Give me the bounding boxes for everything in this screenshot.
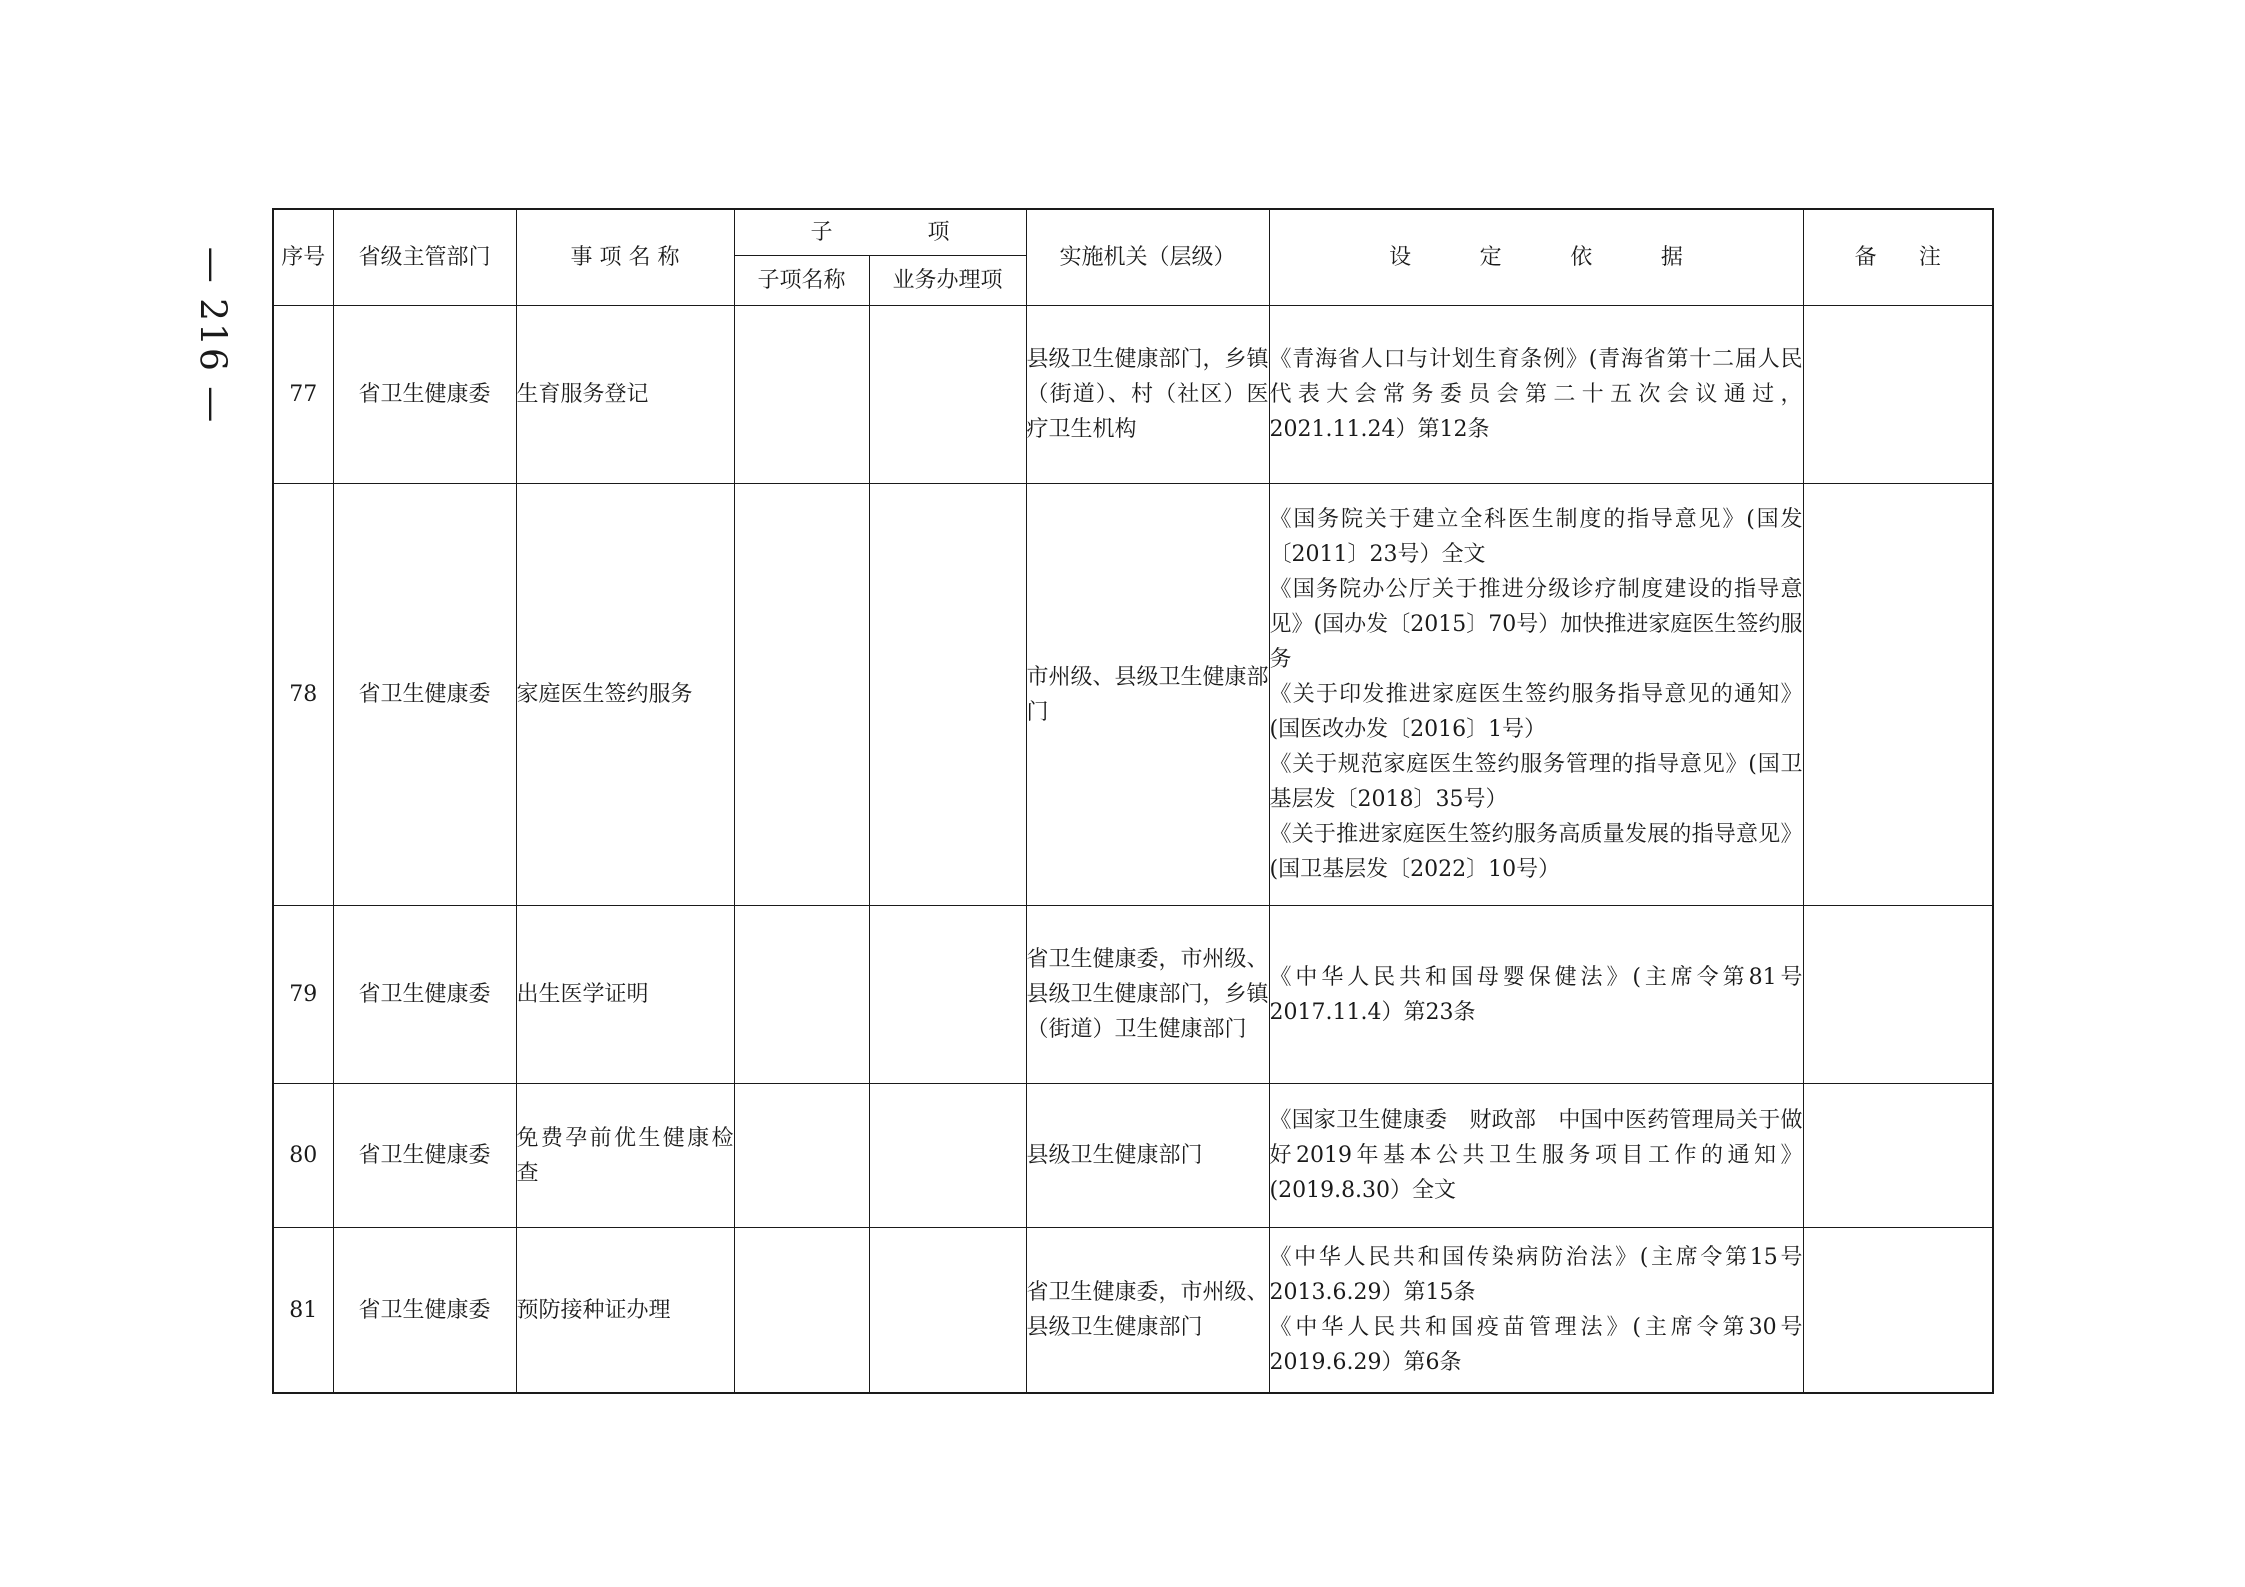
row-remarks xyxy=(1803,906,1993,1084)
page-number-text: — 216 — xyxy=(191,246,233,424)
row-sub-business xyxy=(869,1084,1026,1228)
row-sub-name xyxy=(734,906,869,1084)
row-dept: 省卫生健康委 xyxy=(333,306,516,484)
basis-line: 《中华人民共和国疫苗管理法》(主席令第30号2019.6.29）第6条 xyxy=(1269,1315,1803,1375)
row-agency: 省卫生健康委，市州级、县级卫生健康部门，乡镇（街道）卫生健康部门 xyxy=(1026,906,1269,1084)
row-seq: 81 xyxy=(273,1228,333,1394)
header-dept: 省级主管部门 xyxy=(333,209,516,306)
table-row xyxy=(273,1228,1993,1394)
row-item-name: 家庭医生签约服务 xyxy=(516,484,734,906)
row-item-name: 预防接种证办理 xyxy=(516,1228,734,1394)
row-seq: 80 xyxy=(273,1084,333,1228)
row-dept: 省卫生健康委 xyxy=(333,906,516,1084)
row-sub-name xyxy=(734,1084,869,1228)
row-remarks xyxy=(1803,306,1993,484)
row-remarks xyxy=(1803,1228,1993,1394)
row-agency: 市州级、县级卫生健康部门 xyxy=(1026,484,1269,906)
table-row xyxy=(273,1084,1993,1228)
header-item-name: 事 项 名 称 xyxy=(516,209,734,306)
row-dept: 省卫生健康委 xyxy=(333,1228,516,1394)
header-remarks: 备 注 xyxy=(1803,209,1993,306)
row-sub-business xyxy=(869,906,1026,1084)
row-basis xyxy=(1269,306,1803,484)
basis-line: 《关于推进家庭医生签约服务高质量发展的指导意见》(国卫基层发〔2022〕10号） xyxy=(1269,822,1803,882)
basis-line: 《青海省人口与计划生育条例》(青海省第十二届人民代表大会常务委员会第二十五次会议通过，2021.11.24）第12条 xyxy=(1269,347,1803,442)
row-sub-business xyxy=(869,484,1026,906)
row-basis xyxy=(1269,484,1803,906)
basis-line: 《中华人民共和国母婴保健法》(主席令第81号2017.11.4）第23条 xyxy=(1269,964,1803,1025)
header-row-1 xyxy=(273,209,1993,256)
row-basis xyxy=(1269,1084,1803,1228)
table-row xyxy=(273,906,1993,1084)
row-dept: 省卫生健康委 xyxy=(333,1084,516,1228)
row-item-name: 生育服务登记 xyxy=(516,306,734,484)
row-sub-name xyxy=(734,484,869,906)
row-item-name: 免费孕前优生健康检查 xyxy=(516,1084,734,1228)
row-remarks xyxy=(1803,1084,1993,1228)
header-sub-group: 子 项 xyxy=(734,209,1026,256)
table-row xyxy=(273,306,1993,484)
basis-line: 《关于印发推进家庭医生签约服务指导意见的通知》(国医改办发〔2016〕1号） xyxy=(1269,682,1803,742)
row-agency: 县级卫生健康部门 xyxy=(1026,1084,1269,1228)
page-number xyxy=(172,245,252,425)
header-sub-name: 子项名称 xyxy=(734,256,869,306)
basis-line: 《中华人民共和国传染病防治法》(主席令第15号2013.6.29）第15条 xyxy=(1269,1245,1803,1305)
header-implementing-agency: 实施机关（层级） xyxy=(1026,209,1269,306)
row-sub-business xyxy=(869,306,1026,484)
header-sub-business: 业务办理项 xyxy=(869,256,1026,306)
row-basis xyxy=(1269,906,1803,1084)
row-sub-name xyxy=(734,1228,869,1394)
row-seq: 77 xyxy=(273,306,333,484)
basis-line: 《国务院办公厅关于推进分级诊疗制度建设的指导意见》(国办发〔2015〕70号）加快推进家庭医生签约服务 xyxy=(1269,577,1803,672)
row-sub-business xyxy=(869,1228,1026,1394)
basis-line: 《关于规范家庭医生签约服务管理的指导意见》(国卫基层发〔2018〕35号） xyxy=(1269,752,1803,812)
basis-line: 《国家卫生健康委 财政部 中国中医药管理局关于做好2019年基本公共卫生服务项目工作的通知》(2019.8.30）全文 xyxy=(1269,1108,1803,1203)
row-basis xyxy=(1269,1228,1803,1394)
basis-line: 《国务院关于建立全科医生制度的指导意见》(国发〔2011〕23号）全文 xyxy=(1269,507,1803,567)
items-table xyxy=(272,208,1994,1394)
row-agency: 县级卫生健康部门，乡镇（街道）、村（社区）医疗卫生机构 xyxy=(1026,306,1269,484)
row-remarks xyxy=(1803,484,1993,906)
row-seq: 78 xyxy=(273,484,333,906)
header-basis: 设 定 依 据 xyxy=(1269,209,1803,306)
row-seq: 79 xyxy=(273,906,333,1084)
row-sub-name xyxy=(734,306,869,484)
row-dept: 省卫生健康委 xyxy=(333,484,516,906)
row-agency: 省卫生健康委，市州级、县级卫生健康部门 xyxy=(1026,1228,1269,1394)
table-row xyxy=(273,484,1993,906)
header-seq: 序号 xyxy=(273,209,333,306)
row-item-name: 出生医学证明 xyxy=(516,906,734,1084)
